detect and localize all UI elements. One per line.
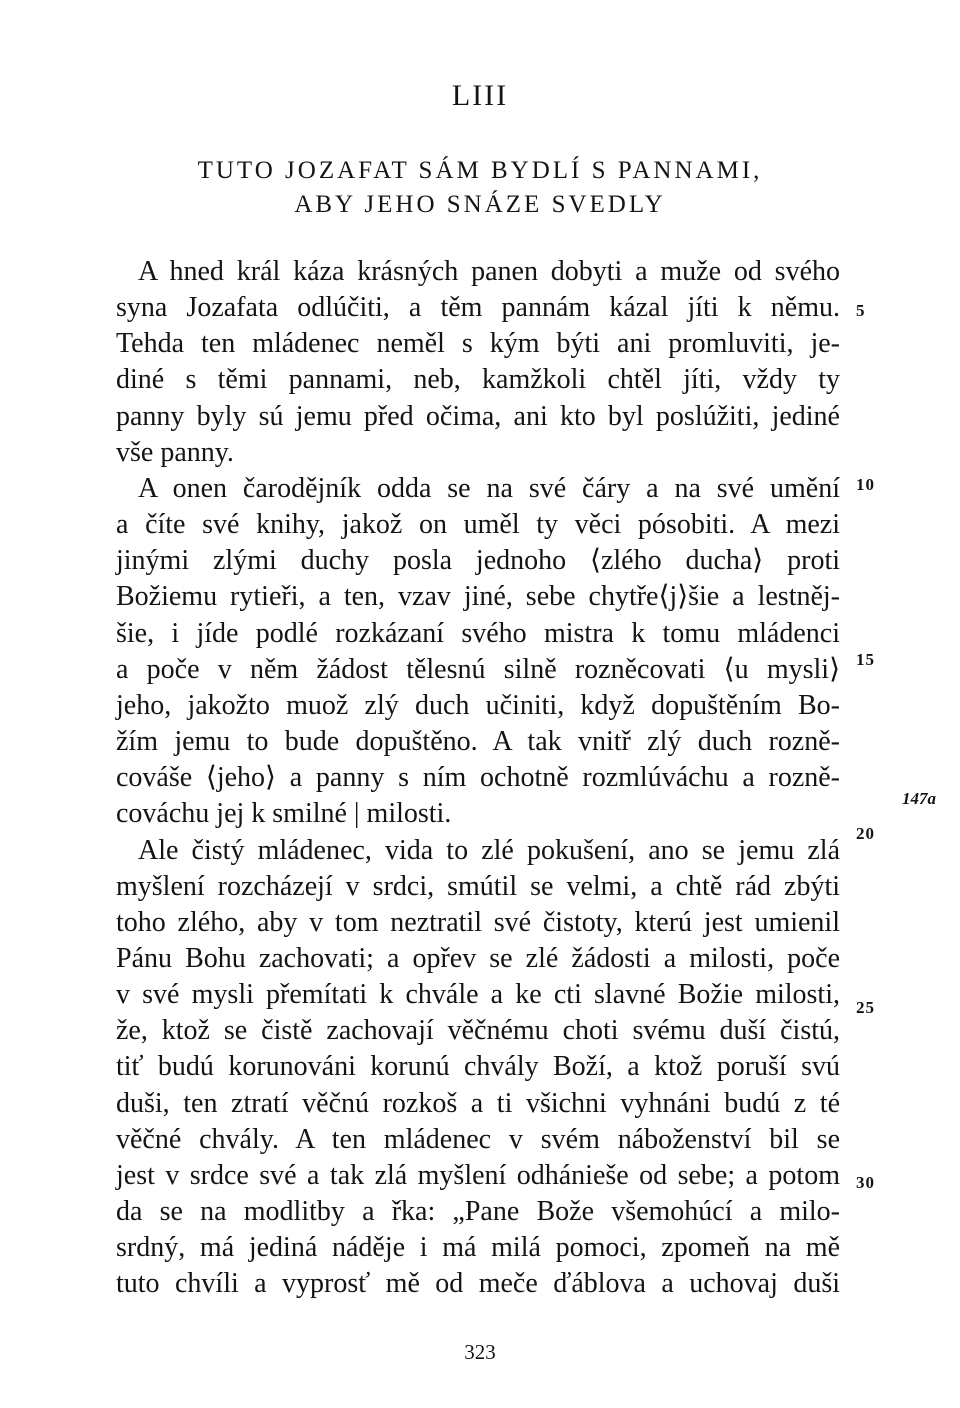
- text-line: že, ktož se čistě zachovají věčnému choti svému duší čistú,: [116, 1015, 840, 1047]
- text-line: Tehda ten mládenec neměl s kým býti ani promluviti, je-: [116, 328, 840, 360]
- text-line: cováchu jej k smilné | milosti.: [116, 798, 452, 830]
- text-line: syna Jozafata odlúčiti, a těm pannám kázal jíti k němu.: [116, 292, 840, 324]
- text-line: diné s těmi pannami, neb, kamžkoli chtěl jíti, vždy ty: [116, 364, 840, 396]
- chapter-title-line: TUTO JOZAFAT SÁM BYDLÍ S PANNAMI,: [197, 157, 763, 184]
- folio-marker: 147a: [902, 789, 936, 808]
- text-line: toho zlého, aby v tom neztratil své čistoty, kterú jest umienil: [116, 906, 840, 938]
- text-line: v své mysli přemítati k chvále a ke cti slavné Božie milosti,: [116, 979, 840, 1011]
- text-line: Ale čistý mládenec, vida to zlé pokušení, ano se jemu zlá: [138, 834, 840, 866]
- text-line: panny byly sú jemu před očima, ani kto byl poslúžiti, jediné: [116, 400, 840, 432]
- page-number: 323: [464, 1340, 496, 1364]
- text-line: jest v srdce své a tak zlá myšlení odhánieše od sebe; a potom: [116, 1159, 840, 1191]
- text-line: A onen čarodějník odda se na své čáry a na své umění: [138, 472, 840, 504]
- line-number: 10: [856, 475, 875, 494]
- chapter-title-line: ABY JEHO SNÁZE SVEDLY: [294, 191, 666, 218]
- text-line: věčné chvály. A ten mládenec v svém náboženství bil se: [116, 1123, 840, 1155]
- text-line: cováše ⟨jeho⟩ a panny s ním ochotně rozmlúváchu a rozně-: [116, 762, 840, 794]
- text-line: vše panny.: [116, 436, 234, 468]
- text-line: Pánu Bohu zachovati; a opřev se zlé žádosti a milosti, poče: [116, 942, 840, 974]
- line-number: 5: [856, 301, 866, 320]
- text-line: jinými zlými duchy posla jednoho ⟨zlého ducha⟩ proti: [116, 545, 840, 577]
- text-line: šie, i jíde podlé rozkázaní svého mistra k tomu mládenci: [116, 617, 840, 649]
- text-line: da se na modlitby a řka: „Pane Bože všemohúcí a milo-: [116, 1196, 840, 1228]
- text-line: A hned král káza krásných panen dobyti a muže od svého: [138, 256, 840, 287]
- chapter-number: LIII: [451, 79, 509, 112]
- line-number: 30: [856, 1173, 875, 1192]
- text-line: a poče v něm žádost tělesnú silně rozněcovati ⟨u mysli⟩: [116, 653, 840, 685]
- text-line: a číte své knihy, jakož on uměl ty věci pósobiti. A mezi: [116, 509, 840, 541]
- line-number: 15: [856, 650, 875, 669]
- text-line: tiť budú korunováni korunú chvály Boží, a ktož poruší svú: [116, 1051, 840, 1083]
- line-number: 20: [856, 824, 875, 843]
- line-number: 25: [856, 998, 875, 1017]
- text-line: žím jemu to bude dopuštěno. A tak vnitř zlý duch rozně-: [116, 726, 840, 758]
- body-text: [116, 254, 840, 1303]
- text-line: srdný, má jediná náděje i má milá pomoci, zpomeň na mě: [116, 1232, 840, 1264]
- text-line: tuto chvíli a vyprosť mě od meče ďáblova a uchovaj duši: [116, 1268, 840, 1300]
- chapter-title: [100, 154, 860, 222]
- text-line: jeho, jakožto muož zlý duch učiniti, když dopuštěním Bo-: [116, 689, 840, 721]
- text-line: duši, ten ztratí věčnú rozkoš a ti všichni vyhnáni budú z té: [116, 1087, 840, 1119]
- text-line: myšlení rozcházejí v srdci, smútil se velmi, a chtě rád zbýti: [116, 870, 840, 902]
- text-line: Božiemu rytieři, a ten, vzav jiné, sebe chytře⟨j⟩šie a lestněj-: [116, 581, 840, 613]
